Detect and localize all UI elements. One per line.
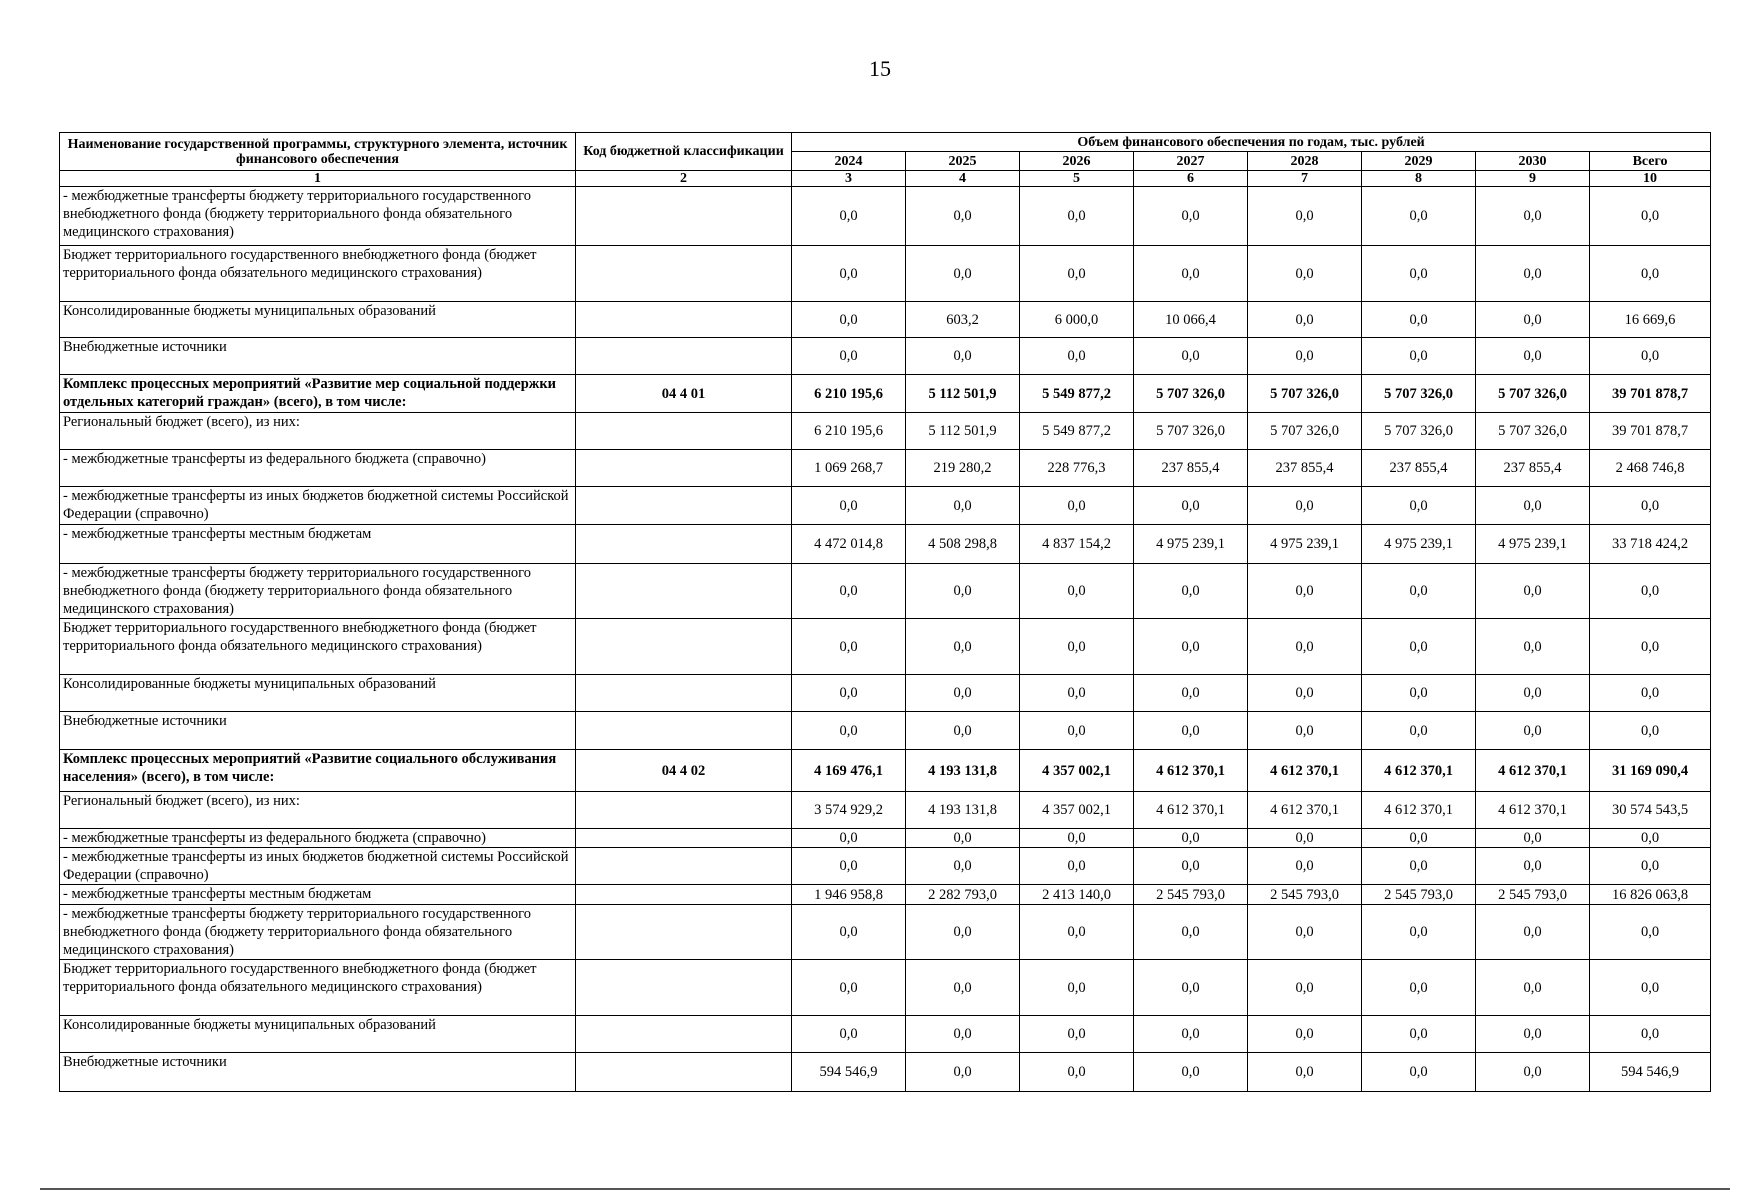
header-year: 2025 bbox=[906, 152, 1020, 171]
row-year-value: 0,0 bbox=[792, 619, 906, 675]
table-row bbox=[60, 487, 1711, 525]
row-name: Бюджет территориального государственного внебюджетного фонда (бюджет территориального фонда обязательного медицинского страхования) bbox=[60, 246, 576, 302]
row-year-value: 0,0 bbox=[1248, 487, 1362, 525]
row-year-value: 4 975 239,1 bbox=[1248, 525, 1362, 564]
row-year-value: 0,0 bbox=[906, 338, 1020, 375]
row-year-value: 0,0 bbox=[906, 246, 1020, 302]
row-year-value: 4 612 370,1 bbox=[1248, 792, 1362, 829]
row-year-value: 5 707 326,0 bbox=[1476, 413, 1590, 450]
table-header bbox=[60, 133, 1711, 187]
row-year-value: 0,0 bbox=[1134, 338, 1248, 375]
row-year-value: 0,0 bbox=[906, 675, 1020, 712]
row-year-value: 0,0 bbox=[906, 487, 1020, 525]
row-year-value: 0,0 bbox=[1476, 619, 1590, 675]
row-year-value: 0,0 bbox=[1362, 1053, 1476, 1092]
table-row bbox=[60, 905, 1711, 960]
row-year-value: 5 707 326,0 bbox=[1248, 413, 1362, 450]
row-year-value: 0,0 bbox=[906, 564, 1020, 619]
row-year-value: 0,0 bbox=[1020, 1053, 1134, 1092]
row-name: Внебюджетные источники bbox=[60, 712, 576, 750]
row-year-value: 4 508 298,8 bbox=[906, 525, 1020, 564]
row-year-value: 0,0 bbox=[1362, 187, 1476, 246]
row-year-value: 5 707 326,0 bbox=[1248, 375, 1362, 413]
row-year-value: 0,0 bbox=[1248, 1053, 1362, 1092]
header-year: 2024 bbox=[792, 152, 906, 171]
row-year-value: 0,0 bbox=[1248, 564, 1362, 619]
row-total-value: 0,0 bbox=[1590, 905, 1711, 960]
row-year-value: 0,0 bbox=[1476, 712, 1590, 750]
row-code bbox=[576, 885, 792, 905]
header-index: 3 bbox=[792, 171, 906, 187]
row-year-value: 0,0 bbox=[792, 564, 906, 619]
row-code: 04 4 02 bbox=[576, 750, 792, 792]
row-year-value: 0,0 bbox=[792, 712, 906, 750]
header-index: 1 bbox=[60, 171, 576, 187]
row-year-value: 0,0 bbox=[1134, 712, 1248, 750]
row-year-value: 0,0 bbox=[1020, 1016, 1134, 1053]
row-name: Региональный бюджет (всего), из них: bbox=[60, 792, 576, 829]
row-year-value: 0,0 bbox=[1134, 187, 1248, 246]
table-row bbox=[60, 750, 1711, 792]
row-year-value: 0,0 bbox=[906, 1016, 1020, 1053]
row-year-value: 5 112 501,9 bbox=[906, 413, 1020, 450]
row-year-value: 4 193 131,8 bbox=[906, 792, 1020, 829]
table-row bbox=[60, 302, 1711, 338]
row-year-value: 0,0 bbox=[1134, 487, 1248, 525]
row-year-value: 0,0 bbox=[1476, 487, 1590, 525]
row-year-value: 603,2 bbox=[906, 302, 1020, 338]
row-year-value: 0,0 bbox=[1248, 338, 1362, 375]
table-row bbox=[60, 848, 1711, 885]
row-year-value: 0,0 bbox=[1020, 905, 1134, 960]
row-code bbox=[576, 848, 792, 885]
row-year-value: 0,0 bbox=[1134, 246, 1248, 302]
table-row bbox=[60, 829, 1711, 848]
row-name: Бюджет территориального государственного внебюджетного фонда (бюджет территориального фонда обязательного медицинского страхования) bbox=[60, 619, 576, 675]
row-year-value: 4 612 370,1 bbox=[1362, 750, 1476, 792]
row-year-value: 6 210 195,6 bbox=[792, 375, 906, 413]
row-year-value: 0,0 bbox=[1134, 829, 1248, 848]
row-year-value: 237 855,4 bbox=[1248, 450, 1362, 487]
row-year-value: 0,0 bbox=[1476, 960, 1590, 1016]
row-year-value: 5 707 326,0 bbox=[1134, 375, 1248, 413]
header-index: 8 bbox=[1362, 171, 1476, 187]
row-name: Бюджет территориального государственного внебюджетного фонда (бюджет территориального фонда обязательного медицинского страхования) bbox=[60, 960, 576, 1016]
row-year-value: 0,0 bbox=[1476, 564, 1590, 619]
row-year-value: 0,0 bbox=[906, 619, 1020, 675]
row-year-value: 0,0 bbox=[1248, 712, 1362, 750]
row-year-value: 4 975 239,1 bbox=[1134, 525, 1248, 564]
row-year-value: 0,0 bbox=[1248, 619, 1362, 675]
row-year-value: 0,0 bbox=[1020, 564, 1134, 619]
row-code bbox=[576, 960, 792, 1016]
row-year-value: 0,0 bbox=[1020, 338, 1134, 375]
row-year-value: 5 112 501,9 bbox=[906, 375, 1020, 413]
row-year-value: 2 545 793,0 bbox=[1476, 885, 1590, 905]
row-total-value: 39 701 878,7 bbox=[1590, 413, 1711, 450]
header-index: 7 bbox=[1248, 171, 1362, 187]
row-year-value: 0,0 bbox=[1020, 675, 1134, 712]
row-total-value: 0,0 bbox=[1590, 960, 1711, 1016]
row-year-value: 0,0 bbox=[1476, 905, 1590, 960]
table-row bbox=[60, 619, 1711, 675]
row-year-value: 0,0 bbox=[1134, 905, 1248, 960]
row-name: - межбюджетные трансферты из иных бюджетов бюджетной системы Российской Федерации (справочно) bbox=[60, 848, 576, 885]
row-total-value: 0,0 bbox=[1590, 829, 1711, 848]
row-total-value: 30 574 543,5 bbox=[1590, 792, 1711, 829]
row-code bbox=[576, 525, 792, 564]
row-year-value: 0,0 bbox=[1020, 246, 1134, 302]
row-year-value: 0,0 bbox=[792, 187, 906, 246]
row-year-value: 0,0 bbox=[792, 338, 906, 375]
row-year-value: 2 282 793,0 bbox=[906, 885, 1020, 905]
row-year-value: 4 975 239,1 bbox=[1362, 525, 1476, 564]
row-year-value: 6 000,0 bbox=[1020, 302, 1134, 338]
row-year-value: 0,0 bbox=[906, 960, 1020, 1016]
row-year-value: 0,0 bbox=[1476, 246, 1590, 302]
row-year-value: 0,0 bbox=[792, 675, 906, 712]
row-name: - межбюджетные трансферты бюджету территориального государственного внебюджетного фонда (бюджету территориального фонда обязательного медицинского страхования) bbox=[60, 905, 576, 960]
header-year: 2028 bbox=[1248, 152, 1362, 171]
row-year-value: 0,0 bbox=[792, 487, 906, 525]
row-year-value: 0,0 bbox=[1476, 302, 1590, 338]
row-name: Внебюджетные источники bbox=[60, 1053, 576, 1092]
row-year-value: 0,0 bbox=[1134, 619, 1248, 675]
row-year-value: 0,0 bbox=[1134, 675, 1248, 712]
row-year-value: 6 210 195,6 bbox=[792, 413, 906, 450]
row-code bbox=[576, 564, 792, 619]
row-year-value: 0,0 bbox=[1362, 338, 1476, 375]
row-year-value: 0,0 bbox=[1362, 905, 1476, 960]
row-year-value: 0,0 bbox=[1248, 302, 1362, 338]
header-year: 2029 bbox=[1362, 152, 1476, 171]
row-name: - межбюджетные трансферты местным бюджетам bbox=[60, 885, 576, 905]
row-year-value: 0,0 bbox=[1476, 338, 1590, 375]
row-year-value: 237 855,4 bbox=[1476, 450, 1590, 487]
row-total-value: 0,0 bbox=[1590, 187, 1711, 246]
row-year-value: 0,0 bbox=[1362, 712, 1476, 750]
row-code bbox=[576, 712, 792, 750]
row-total-value: 0,0 bbox=[1590, 487, 1711, 525]
row-year-value: 0,0 bbox=[1134, 960, 1248, 1016]
row-year-value: 0,0 bbox=[1134, 1016, 1248, 1053]
row-year-value: 0,0 bbox=[1362, 829, 1476, 848]
row-total-value: 594 546,9 bbox=[1590, 1053, 1711, 1092]
row-name: Комплекс процессных мероприятий «Развитие социального обслуживания населения» (всего), в том числе: bbox=[60, 750, 576, 792]
row-year-value: 0,0 bbox=[1248, 246, 1362, 302]
table-row bbox=[60, 564, 1711, 619]
row-total-value: 0,0 bbox=[1590, 338, 1711, 375]
table-row bbox=[60, 712, 1711, 750]
row-code bbox=[576, 829, 792, 848]
header-year: 2030 bbox=[1476, 152, 1590, 171]
financing-table-sheet bbox=[59, 132, 1710, 1092]
row-year-value: 0,0 bbox=[1476, 848, 1590, 885]
row-total-value: 0,0 bbox=[1590, 564, 1711, 619]
row-year-value: 0,0 bbox=[1362, 564, 1476, 619]
row-year-value: 0,0 bbox=[1020, 487, 1134, 525]
row-year-value: 0,0 bbox=[906, 1053, 1020, 1092]
row-year-value: 4 169 476,1 bbox=[792, 750, 906, 792]
row-year-value: 0,0 bbox=[906, 712, 1020, 750]
row-code bbox=[576, 1016, 792, 1053]
row-year-value: 4 357 002,1 bbox=[1020, 750, 1134, 792]
row-year-value: 0,0 bbox=[906, 905, 1020, 960]
row-year-value: 0,0 bbox=[1248, 905, 1362, 960]
table-row bbox=[60, 675, 1711, 712]
row-year-value: 0,0 bbox=[1362, 246, 1476, 302]
header-index: 6 bbox=[1134, 171, 1248, 187]
row-year-value: 0,0 bbox=[1134, 564, 1248, 619]
row-year-value: 0,0 bbox=[1476, 829, 1590, 848]
row-code bbox=[576, 246, 792, 302]
table-row bbox=[60, 375, 1711, 413]
row-year-value: 4 193 131,8 bbox=[906, 750, 1020, 792]
row-year-value: 0,0 bbox=[1134, 1053, 1248, 1092]
row-code bbox=[576, 187, 792, 246]
row-year-value: 0,0 bbox=[1362, 960, 1476, 1016]
table-row bbox=[60, 792, 1711, 829]
row-total-value: 0,0 bbox=[1590, 1016, 1711, 1053]
row-year-value: 2 413 140,0 bbox=[1020, 885, 1134, 905]
row-total-value: 2 468 746,8 bbox=[1590, 450, 1711, 487]
header-index: 10 bbox=[1590, 171, 1711, 187]
row-year-value: 0,0 bbox=[1362, 487, 1476, 525]
row-year-value: 4 612 370,1 bbox=[1476, 750, 1590, 792]
row-year-value: 237 855,4 bbox=[1134, 450, 1248, 487]
row-year-value: 0,0 bbox=[1248, 829, 1362, 848]
row-year-value: 2 545 793,0 bbox=[1362, 885, 1476, 905]
row-year-value: 5 707 326,0 bbox=[1362, 375, 1476, 413]
row-year-value: 1 069 268,7 bbox=[792, 450, 906, 487]
row-total-value: 39 701 878,7 bbox=[1590, 375, 1711, 413]
table-row bbox=[60, 885, 1711, 905]
row-year-value: 4 975 239,1 bbox=[1476, 525, 1590, 564]
row-year-value: 4 357 002,1 bbox=[1020, 792, 1134, 829]
table-row bbox=[60, 413, 1711, 450]
row-year-value: 4 612 370,1 bbox=[1476, 792, 1590, 829]
row-year-value: 5 549 877,2 bbox=[1020, 413, 1134, 450]
row-total-value: 16 669,6 bbox=[1590, 302, 1711, 338]
page-number: 15 bbox=[869, 56, 891, 81]
row-year-value: 0,0 bbox=[1362, 848, 1476, 885]
row-year-value: 0,0 bbox=[1362, 302, 1476, 338]
table-row bbox=[60, 1016, 1711, 1053]
table-row bbox=[60, 525, 1711, 564]
row-total-value: 33 718 424,2 bbox=[1590, 525, 1711, 564]
row-name: - межбюджетные трансферты бюджету территориального государственного внебюджетного фонда (бюджету территориального фонда обязательного медицинского страхования) bbox=[60, 187, 576, 246]
row-year-value: 4 472 014,8 bbox=[792, 525, 906, 564]
row-year-value: 0,0 bbox=[1248, 960, 1362, 1016]
row-year-value: 0,0 bbox=[1476, 1016, 1590, 1053]
table-row bbox=[60, 1053, 1711, 1092]
row-year-value: 219 280,2 bbox=[906, 450, 1020, 487]
header-index: 2 bbox=[576, 171, 792, 187]
row-year-value: 237 855,4 bbox=[1362, 450, 1476, 487]
row-year-value: 0,0 bbox=[792, 302, 906, 338]
row-name: - межбюджетные трансферты из федерального бюджета (справочно) bbox=[60, 450, 576, 487]
row-total-value: 0,0 bbox=[1590, 619, 1711, 675]
row-code bbox=[576, 905, 792, 960]
row-year-value: 4 612 370,1 bbox=[1134, 750, 1248, 792]
row-year-value: 0,0 bbox=[792, 905, 906, 960]
row-year-value: 10 066,4 bbox=[1134, 302, 1248, 338]
table-row bbox=[60, 450, 1711, 487]
financing-table bbox=[59, 132, 1711, 1092]
row-year-value: 228 776,3 bbox=[1020, 450, 1134, 487]
row-total-value: 0,0 bbox=[1590, 675, 1711, 712]
row-year-value: 4 837 154,2 bbox=[1020, 525, 1134, 564]
row-code bbox=[576, 792, 792, 829]
row-year-value: 0,0 bbox=[792, 960, 906, 1016]
row-name: Консолидированные бюджеты муниципальных образований bbox=[60, 675, 576, 712]
row-code bbox=[576, 413, 792, 450]
row-code: 04 4 01 bbox=[576, 375, 792, 413]
row-year-value: 4 612 370,1 bbox=[1134, 792, 1248, 829]
row-year-value: 3 574 929,2 bbox=[792, 792, 906, 829]
table-body bbox=[60, 187, 1711, 1092]
row-year-value: 5 707 326,0 bbox=[1476, 375, 1590, 413]
row-year-value: 0,0 bbox=[1248, 675, 1362, 712]
row-year-value: 0,0 bbox=[1362, 619, 1476, 675]
table-row bbox=[60, 338, 1711, 375]
row-year-value: 0,0 bbox=[906, 829, 1020, 848]
row-name: - межбюджетные трансферты из иных бюджетов бюджетной системы Российской Федерации (справочно) bbox=[60, 487, 576, 525]
row-code bbox=[576, 338, 792, 375]
row-year-value: 0,0 bbox=[1020, 187, 1134, 246]
row-code bbox=[576, 487, 792, 525]
table-row bbox=[60, 246, 1711, 302]
row-year-value: 2 545 793,0 bbox=[1134, 885, 1248, 905]
row-year-value: 0,0 bbox=[792, 1016, 906, 1053]
header-volume: Объем финансового обеспечения по годам, тыс. рублей bbox=[792, 133, 1711, 152]
header-year: 2026 bbox=[1020, 152, 1134, 171]
row-year-value: 5 707 326,0 bbox=[1134, 413, 1248, 450]
footer-divider bbox=[40, 1188, 1730, 1190]
row-name: - межбюджетные трансферты местным бюджетам bbox=[60, 525, 576, 564]
row-year-value: 0,0 bbox=[792, 246, 906, 302]
row-code bbox=[576, 1053, 792, 1092]
row-year-value: 0,0 bbox=[1362, 675, 1476, 712]
row-total-value: 0,0 bbox=[1590, 712, 1711, 750]
header-year: 2027 bbox=[1134, 152, 1248, 171]
row-year-value: 0,0 bbox=[906, 848, 1020, 885]
row-year-value: 0,0 bbox=[1020, 712, 1134, 750]
row-total-value: 16 826 063,8 bbox=[1590, 885, 1711, 905]
row-year-value: 0,0 bbox=[1248, 1016, 1362, 1053]
row-name: Региональный бюджет (всего), из них: bbox=[60, 413, 576, 450]
row-name: Комплекс процессных мероприятий «Развитие мер социальной поддержки отдельных категорий граждан» (всего), в том числе: bbox=[60, 375, 576, 413]
row-year-value: 0,0 bbox=[1020, 960, 1134, 1016]
row-year-value: 0,0 bbox=[1476, 1053, 1590, 1092]
row-year-value: 5 549 877,2 bbox=[1020, 375, 1134, 413]
row-year-value: 5 707 326,0 bbox=[1362, 413, 1476, 450]
row-year-value: 0,0 bbox=[906, 187, 1020, 246]
row-total-value: 0,0 bbox=[1590, 848, 1711, 885]
row-total-value: 0,0 bbox=[1590, 246, 1711, 302]
row-year-value: 0,0 bbox=[1362, 1016, 1476, 1053]
header-index-row bbox=[60, 171, 1711, 187]
row-year-value: 594 546,9 bbox=[792, 1053, 906, 1092]
row-year-value: 0,0 bbox=[1020, 848, 1134, 885]
row-year-value: 0,0 bbox=[1476, 675, 1590, 712]
row-name: Консолидированные бюджеты муниципальных образований bbox=[60, 1016, 576, 1053]
row-year-value: 0,0 bbox=[1134, 848, 1248, 885]
header-index: 9 bbox=[1476, 171, 1590, 187]
row-code bbox=[576, 619, 792, 675]
row-year-value: 0,0 bbox=[1020, 829, 1134, 848]
row-year-value: 0,0 bbox=[1248, 848, 1362, 885]
header-name: Наименование государственной программы, структурного элемента, источник финансового обеспечения bbox=[60, 133, 576, 171]
header-index: 4 bbox=[906, 171, 1020, 187]
row-year-value: 0,0 bbox=[792, 848, 906, 885]
header-index: 5 bbox=[1020, 171, 1134, 187]
header-total: Всего bbox=[1590, 152, 1711, 171]
row-code bbox=[576, 675, 792, 712]
row-year-value: 1 946 958,8 bbox=[792, 885, 906, 905]
row-name: - межбюджетные трансферты бюджету территориального государственного внебюджетного фонда (бюджету территориального фонда обязательного медицинского страхования) bbox=[60, 564, 576, 619]
row-name: Внебюджетные источники bbox=[60, 338, 576, 375]
row-year-value: 2 545 793,0 bbox=[1248, 885, 1362, 905]
row-year-value: 4 612 370,1 bbox=[1362, 792, 1476, 829]
row-total-value: 31 169 090,4 bbox=[1590, 750, 1711, 792]
row-year-value: 0,0 bbox=[1020, 619, 1134, 675]
row-name: Консолидированные бюджеты муниципальных образований bbox=[60, 302, 576, 338]
header-code: Код бюджетной классификации bbox=[576, 133, 792, 171]
table-row bbox=[60, 187, 1711, 246]
row-name: - межбюджетные трансферты из федерального бюджета (справочно) bbox=[60, 829, 576, 848]
row-code bbox=[576, 302, 792, 338]
row-year-value: 0,0 bbox=[1248, 187, 1362, 246]
row-year-value: 0,0 bbox=[1476, 187, 1590, 246]
table-row bbox=[60, 960, 1711, 1016]
row-year-value: 0,0 bbox=[792, 829, 906, 848]
row-code bbox=[576, 450, 792, 487]
row-year-value: 4 612 370,1 bbox=[1248, 750, 1362, 792]
